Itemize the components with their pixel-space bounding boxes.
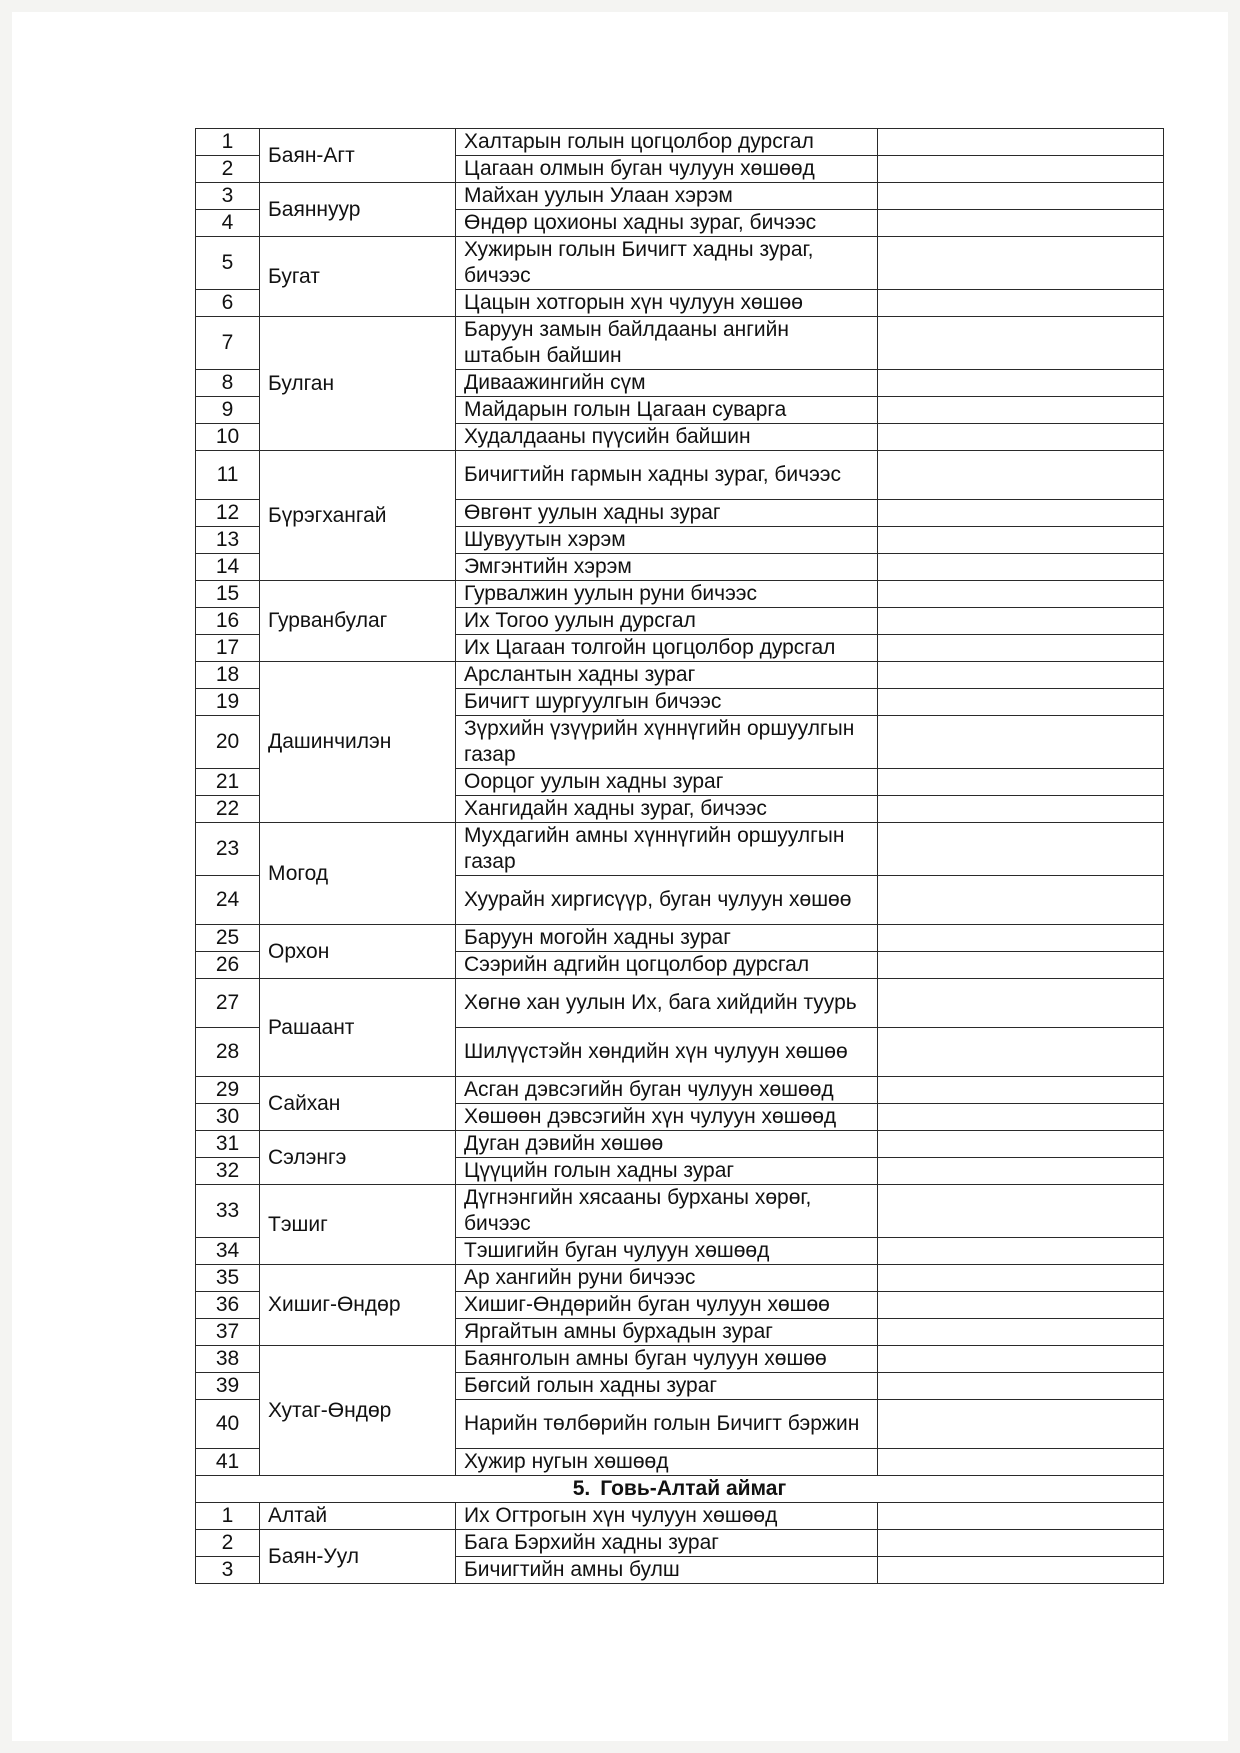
note-cell — [878, 581, 1164, 608]
site-name: Халтарын голын цогцолбор дурсгал — [456, 129, 878, 156]
row-number: 37 — [196, 1319, 260, 1346]
note-cell — [878, 210, 1164, 237]
site-name: Бичигт шургуулгын бичээс — [456, 689, 878, 716]
site-name: Цүүцийн голын хадны зураг — [456, 1158, 878, 1185]
row-number: 33 — [196, 1185, 260, 1238]
site-name: Арслантын хадны зураг — [456, 662, 878, 689]
note-cell — [878, 397, 1164, 424]
table-row — [196, 1530, 1164, 1557]
note-cell — [878, 1292, 1164, 1319]
table-row — [196, 1185, 1164, 1238]
site-name: Хишиг-Өндөрийн буган чулуун хөшөө — [456, 1292, 878, 1319]
note-cell — [878, 424, 1164, 451]
site-name: Баруун могойн хадны зураг — [456, 925, 878, 952]
row-number: 40 — [196, 1400, 260, 1449]
row-number: 4 — [196, 210, 260, 237]
note-cell — [878, 1530, 1164, 1557]
heritage-sites-table — [195, 128, 1164, 1584]
note-cell — [878, 1449, 1164, 1476]
site-name: Өвгөнт уулын хадны зураг — [456, 500, 878, 527]
site-name: Оорцог уулын хадны зураг — [456, 769, 878, 796]
table-row — [196, 1077, 1164, 1104]
row-number: 3 — [196, 183, 260, 210]
row-number: 30 — [196, 1104, 260, 1131]
note-cell — [878, 370, 1164, 397]
row-number: 22 — [196, 796, 260, 823]
site-name: Дүгнэнгийн хясааны бурханы хөрөг, бичээс — [456, 1185, 878, 1238]
section-number: 5. — [572, 1477, 591, 1500]
note-cell — [878, 183, 1164, 210]
note-cell — [878, 554, 1164, 581]
row-number: 12 — [196, 500, 260, 527]
row-number: 31 — [196, 1131, 260, 1158]
soum-name: Бугат — [260, 237, 456, 317]
table-row — [196, 183, 1164, 210]
soum-name: Дашинчилэн — [260, 662, 456, 823]
note-cell — [878, 769, 1164, 796]
note-cell — [878, 716, 1164, 769]
table-row — [196, 237, 1164, 290]
site-name: Баруун замын байлдааны ангийн штабын байшин — [456, 317, 878, 370]
note-cell — [878, 925, 1164, 952]
site-name: Хужирын голын Бичигт хадны зураг, бичээс — [456, 237, 878, 290]
row-number: 14 — [196, 554, 260, 581]
site-name: Хөгнө хан уулын Их, бага хийдийн туурь — [456, 979, 878, 1028]
row-number: 35 — [196, 1265, 260, 1292]
note-cell — [878, 635, 1164, 662]
site-name: Шувуутын хэрэм — [456, 527, 878, 554]
note-cell — [878, 129, 1164, 156]
table-row — [196, 1503, 1164, 1530]
note-cell — [878, 689, 1164, 716]
site-name: Гурвалжин уулын руни бичээс — [456, 581, 878, 608]
table-row — [196, 317, 1164, 370]
row-number: 29 — [196, 1077, 260, 1104]
site-name: Бөгсий голын хадны зураг — [456, 1373, 878, 1400]
row-number: 2 — [196, 1530, 260, 1557]
site-name: Цацын хотгорын хүн чулуун хөшөө — [456, 290, 878, 317]
row-number: 20 — [196, 716, 260, 769]
note-cell — [878, 317, 1164, 370]
note-cell — [878, 1346, 1164, 1373]
note-cell — [878, 1185, 1164, 1238]
row-number: 21 — [196, 769, 260, 796]
row-number: 2 — [196, 156, 260, 183]
soum-name: Баян-Уул — [260, 1530, 456, 1584]
row-number: 26 — [196, 952, 260, 979]
table-row — [196, 823, 1164, 876]
site-name: Шилүүстэйн хөндийн хүн чулуун хөшөө — [456, 1028, 878, 1077]
note-cell — [878, 1265, 1164, 1292]
note-cell — [878, 1400, 1164, 1449]
site-name: Бага Бэрхийн хадны зураг — [456, 1530, 878, 1557]
note-cell — [878, 608, 1164, 635]
note-cell — [878, 500, 1164, 527]
site-name: Асган дэвсэгийн буган чулуун хөшөөд — [456, 1077, 878, 1104]
section-title: Говь-Алтай аймаг — [600, 1477, 787, 1500]
soum-name: Булган — [260, 317, 456, 451]
site-name: Их Цагаан толгойн цогцолбор дурсгал — [456, 635, 878, 662]
note-cell — [878, 1503, 1164, 1530]
row-number: 36 — [196, 1292, 260, 1319]
note-cell — [878, 156, 1164, 183]
row-number: 17 — [196, 635, 260, 662]
row-number: 13 — [196, 527, 260, 554]
row-number: 32 — [196, 1158, 260, 1185]
table-row — [196, 662, 1164, 689]
note-cell — [878, 1238, 1164, 1265]
row-number: 25 — [196, 925, 260, 952]
row-number: 28 — [196, 1028, 260, 1077]
table-row — [196, 925, 1164, 952]
site-name: Нарийн төлбөрийн голын Бичигт бэржин — [456, 1400, 878, 1449]
row-number: 24 — [196, 876, 260, 925]
note-cell — [878, 823, 1164, 876]
row-number: 3 — [196, 1557, 260, 1584]
site-name: Хангидайн хадны зураг, бичээс — [456, 796, 878, 823]
site-name: Дуган дэвийн хөшөө — [456, 1131, 878, 1158]
soum-name: Орхон — [260, 925, 456, 979]
site-name: Өндөр цохионы хадны зураг, бичээс — [456, 210, 878, 237]
site-name: Тэшигийн буган чулуун хөшөөд — [456, 1238, 878, 1265]
site-name: Хужир нугын хөшөөд — [456, 1449, 878, 1476]
table-row — [196, 129, 1164, 156]
soum-name: Тэшиг — [260, 1185, 456, 1265]
note-cell — [878, 876, 1164, 925]
site-name: Зүрхийн үзүүрийн хүннүгийн оршуулгын газар — [456, 716, 878, 769]
soum-name: Хутаг-Өндөр — [260, 1346, 456, 1476]
table-row — [196, 581, 1164, 608]
document-page — [12, 12, 1228, 1741]
note-cell — [878, 1131, 1164, 1158]
row-number: 34 — [196, 1238, 260, 1265]
note-cell — [878, 290, 1164, 317]
row-number: 8 — [196, 370, 260, 397]
site-name: Ар хангийн руни бичээс — [456, 1265, 878, 1292]
note-cell — [878, 1557, 1164, 1584]
table-row — [196, 979, 1164, 1028]
site-name: Майхан уулын Улаан хэрэм — [456, 183, 878, 210]
row-number: 19 — [196, 689, 260, 716]
soum-name: Хишиг-Өндөр — [260, 1265, 456, 1346]
table-row — [196, 1265, 1164, 1292]
site-name: Цагаан олмын буган чулуун хөшөөд — [456, 156, 878, 183]
soum-name: Сэлэнгэ — [260, 1131, 456, 1185]
note-cell — [878, 527, 1164, 554]
site-name: Майдарын голын Цагаан суварга — [456, 397, 878, 424]
section-header-cell — [196, 1476, 1164, 1503]
site-name: Хуурайн хиргисүүр, буган чулуун хөшөө — [456, 876, 878, 925]
note-cell — [878, 1158, 1164, 1185]
note-cell — [878, 796, 1164, 823]
soum-name: Рашаант — [260, 979, 456, 1077]
site-name: Эмгэнтийн хэрэм — [456, 554, 878, 581]
site-name: Их Тогоо уулын дурсгал — [456, 608, 878, 635]
row-number: 1 — [196, 129, 260, 156]
note-cell — [878, 1028, 1164, 1077]
site-name: Худалдааны пүүсийн байшин — [456, 424, 878, 451]
note-cell — [878, 1104, 1164, 1131]
row-number: 23 — [196, 823, 260, 876]
soum-name: Могод — [260, 823, 456, 925]
row-number: 15 — [196, 581, 260, 608]
site-name: Яргайтын амны бурхадын зураг — [456, 1319, 878, 1346]
row-number: 5 — [196, 237, 260, 290]
row-number: 6 — [196, 290, 260, 317]
row-number: 27 — [196, 979, 260, 1028]
note-cell — [878, 979, 1164, 1028]
site-name: Хөшөөн дэвсэгийн хүн чулуун хөшөөд — [456, 1104, 878, 1131]
site-name: Сээрийн адгийн цогцолбор дурсгал — [456, 952, 878, 979]
soum-name: Баяннуур — [260, 183, 456, 237]
note-cell — [878, 952, 1164, 979]
section-header-body — [196, 1476, 1164, 1503]
note-cell — [878, 237, 1164, 290]
row-number: 7 — [196, 317, 260, 370]
table-body-main — [196, 129, 1164, 1476]
note-cell — [878, 451, 1164, 500]
soum-name: Алтай — [260, 1503, 456, 1530]
row-number: 38 — [196, 1346, 260, 1373]
site-name: Их Огтрогын хүн чулуун хөшөөд — [456, 1503, 878, 1530]
table-row — [196, 1131, 1164, 1158]
table-row — [196, 451, 1164, 500]
note-cell — [878, 662, 1164, 689]
note-cell — [878, 1319, 1164, 1346]
row-number: 11 — [196, 451, 260, 500]
site-name: Бичигтийн амны булш — [456, 1557, 878, 1584]
section-header-row — [196, 1476, 1164, 1503]
site-name: Диваажингийн сүм — [456, 370, 878, 397]
note-cell — [878, 1373, 1164, 1400]
note-cell — [878, 1077, 1164, 1104]
row-number: 39 — [196, 1373, 260, 1400]
soum-name: Сайхан — [260, 1077, 456, 1131]
site-name: Бичигтийн гармын хадны зураг, бичээс — [456, 451, 878, 500]
row-number: 18 — [196, 662, 260, 689]
table-body-section-5 — [196, 1503, 1164, 1584]
soum-name: Баян-Агт — [260, 129, 456, 183]
table-row — [196, 1346, 1164, 1373]
soum-name: Гурванбулаг — [260, 581, 456, 662]
row-number: 1 — [196, 1503, 260, 1530]
site-name: Баянголын амны буган чулуун хөшөө — [456, 1346, 878, 1373]
row-number: 41 — [196, 1449, 260, 1476]
row-number: 10 — [196, 424, 260, 451]
row-number: 9 — [196, 397, 260, 424]
site-name: Мухдагийн амны хүннүгийн оршуулгын газар — [456, 823, 878, 876]
soum-name: Бүрэгхангай — [260, 451, 456, 581]
row-number: 16 — [196, 608, 260, 635]
